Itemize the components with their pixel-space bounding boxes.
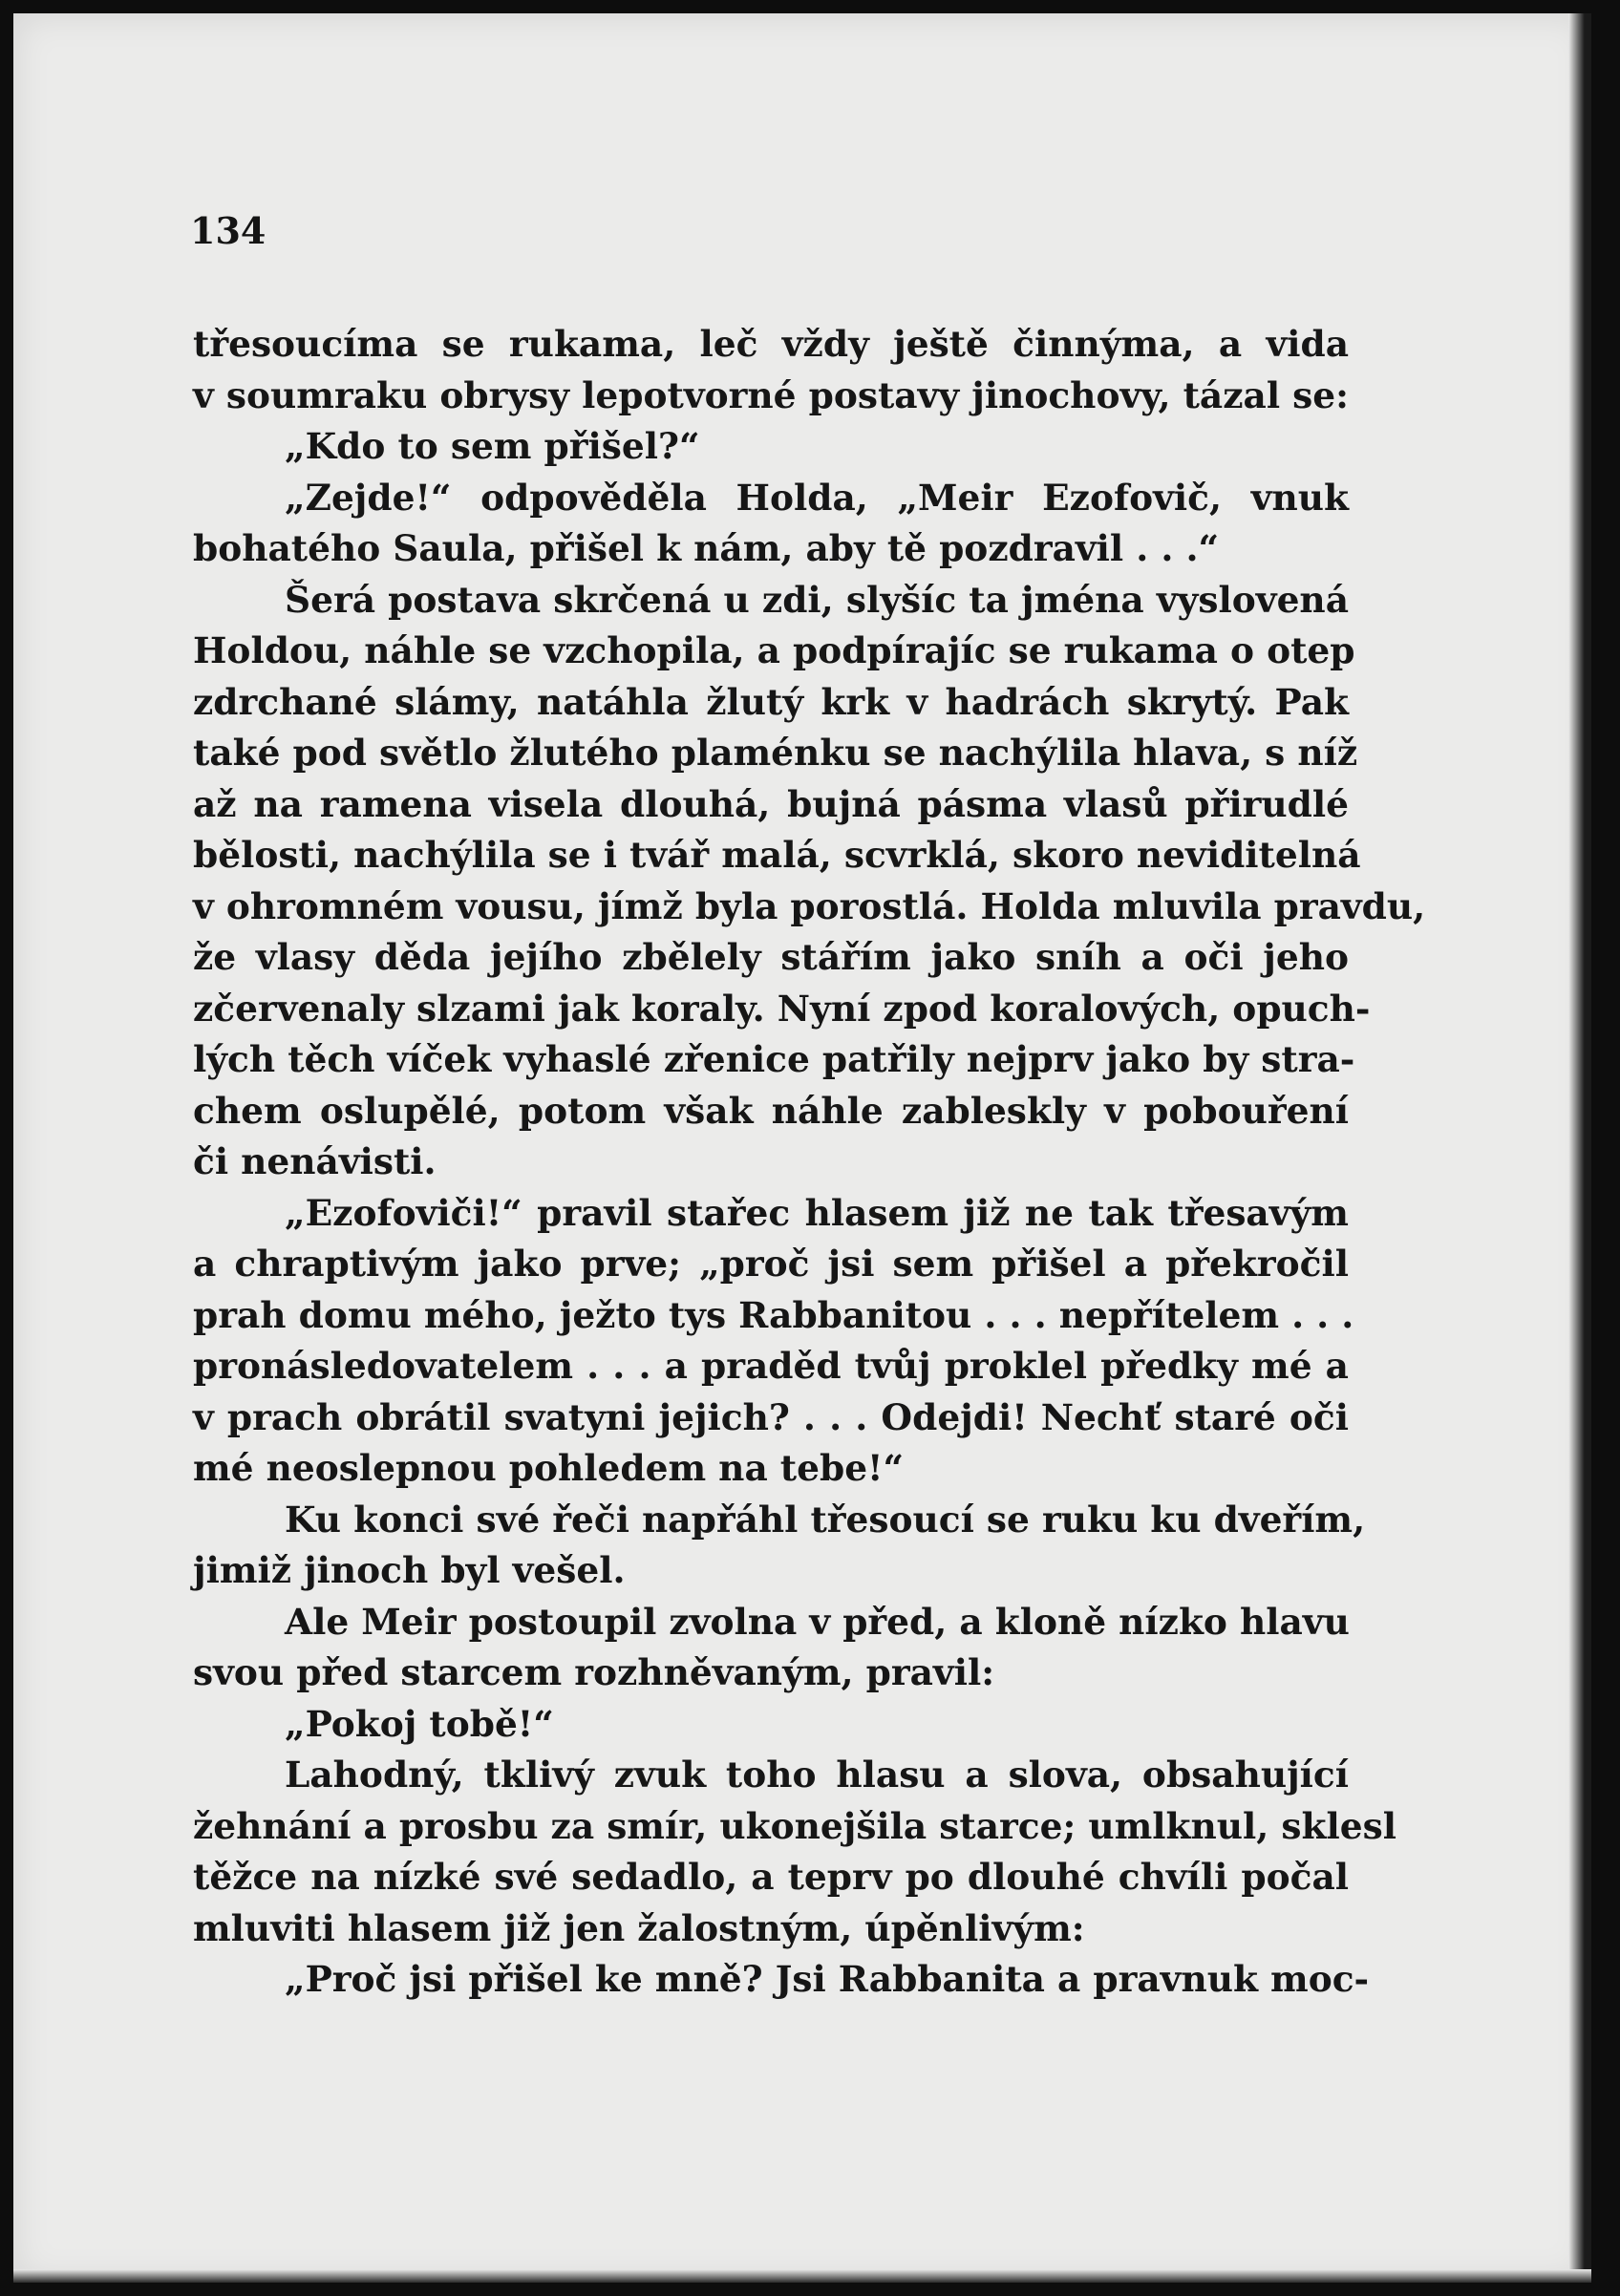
text-line: Ku konci své řeči napřáhl třesoucí se ruku ku dveřím, (285, 1498, 1366, 1541)
text-line: bohatého Saula, přišel k nám, aby tě pozdravil . . .“ (193, 527, 1220, 569)
text-line: lých těch víček vyhaslé zřenice patřily nejprv jako by stra- (193, 1038, 1355, 1080)
text-line: v prach obrátil svatyni jejich? . . . Odejdi! Nechť staré oči (193, 1395, 1349, 1438)
body-text (193, 319, 1426, 2006)
text-line: jimiž jinoch byl vešel. (193, 1549, 626, 1591)
book-page (13, 13, 1591, 2283)
text-line: pronásledovatelem . . . a praděd tvůj proklel předky mé a (193, 1345, 1349, 1387)
text-line: Holdou, náhle se vzchopila, a podpírajíc se rukama o otep (193, 629, 1355, 671)
text-line: „Kdo to sem přišel?“ (285, 425, 700, 467)
text-line: že vlasy děda jejího zbělely stářím jako sníh a oči jeho (193, 936, 1349, 978)
page-edge-shadow (1568, 13, 1591, 2283)
text-line: „Ezofoviči!“ pravil stařec hlasem již ne tak třesavým (285, 1191, 1349, 1234)
text-line: Ale Meir postoupil zvolna v před, a kloně nízko hlavu (285, 1600, 1350, 1643)
text-line: svou před starcem rozhněvaným, pravil: (193, 1651, 995, 1693)
text-line: žehnání a prosbu za smír, ukonejšila starce; umlknul, sklesl (193, 1804, 1396, 1847)
text-line: Lahodný, tklivý zvuk toho hlasu a slova, obsahující (285, 1754, 1349, 1796)
page-bottom-shadow (13, 2269, 1591, 2283)
text-line: a chraptivým jako prve; „proč jsi sem přišel a překročil (193, 1243, 1349, 1285)
text-line: „Zejde!“ odpověděla Holda, „Meir Ezofovič, vnuk (285, 476, 1349, 519)
text-line: chem oslupělé, potom však náhle zableskly v pobouření (193, 1089, 1349, 1132)
text-line: bělosti, nachýlila se i tvář malá, scvrklá, skoro neviditelná (193, 834, 1361, 876)
text-line: třesoucíma se rukama, leč vždy ještě činnýma, a vida (193, 323, 1349, 365)
text-line: „Pokoj tobě!“ (285, 1702, 554, 1745)
text-line: zčervenaly slzami jak koraly. Nyní zpod koralových, opuch- (193, 987, 1371, 1030)
text-line: v soumraku obrysy lepotvorné postavy jinochovy, tázal se: (193, 373, 1349, 416)
text-line: až na ramena visela dlouhá, bujná pásma vlasů přirudlé (193, 782, 1349, 825)
text-line: těžce na nízké své sedadlo, a teprv po dlouhé chvíli počal (193, 1856, 1349, 1898)
text-line: v ohromném vousu, jímž byla porostlá. Holda mluvila pravdu, (193, 884, 1426, 927)
text-line: Šerá postava skrčená u zdi, slyšíc ta jména vyslovená (285, 578, 1349, 621)
text-line: zdrchané slámy, natáhla žlutý krk v hadrách skrytý. Pak (193, 680, 1349, 723)
text-line: mé neoslepnou pohledem na tebe!“ (193, 1447, 905, 1489)
text-line: prah domu mého, ježto tys Rabbanitou . . . nepřítelem . . . (193, 1293, 1354, 1336)
text-line: „Proč jsi přišel ke mně? Jsi Rabbanita a pravnuk moc- (285, 1958, 1370, 2000)
text-line: také pod světlo žlutého plaménku se nachýlila hlava, s níž (193, 732, 1358, 774)
page-number: 134 (190, 209, 266, 252)
text-line: či nenávisti. (193, 1140, 437, 1182)
text-line: mluviti hlasem již jen žalostným, úpěnlivým: (193, 1906, 1085, 1949)
